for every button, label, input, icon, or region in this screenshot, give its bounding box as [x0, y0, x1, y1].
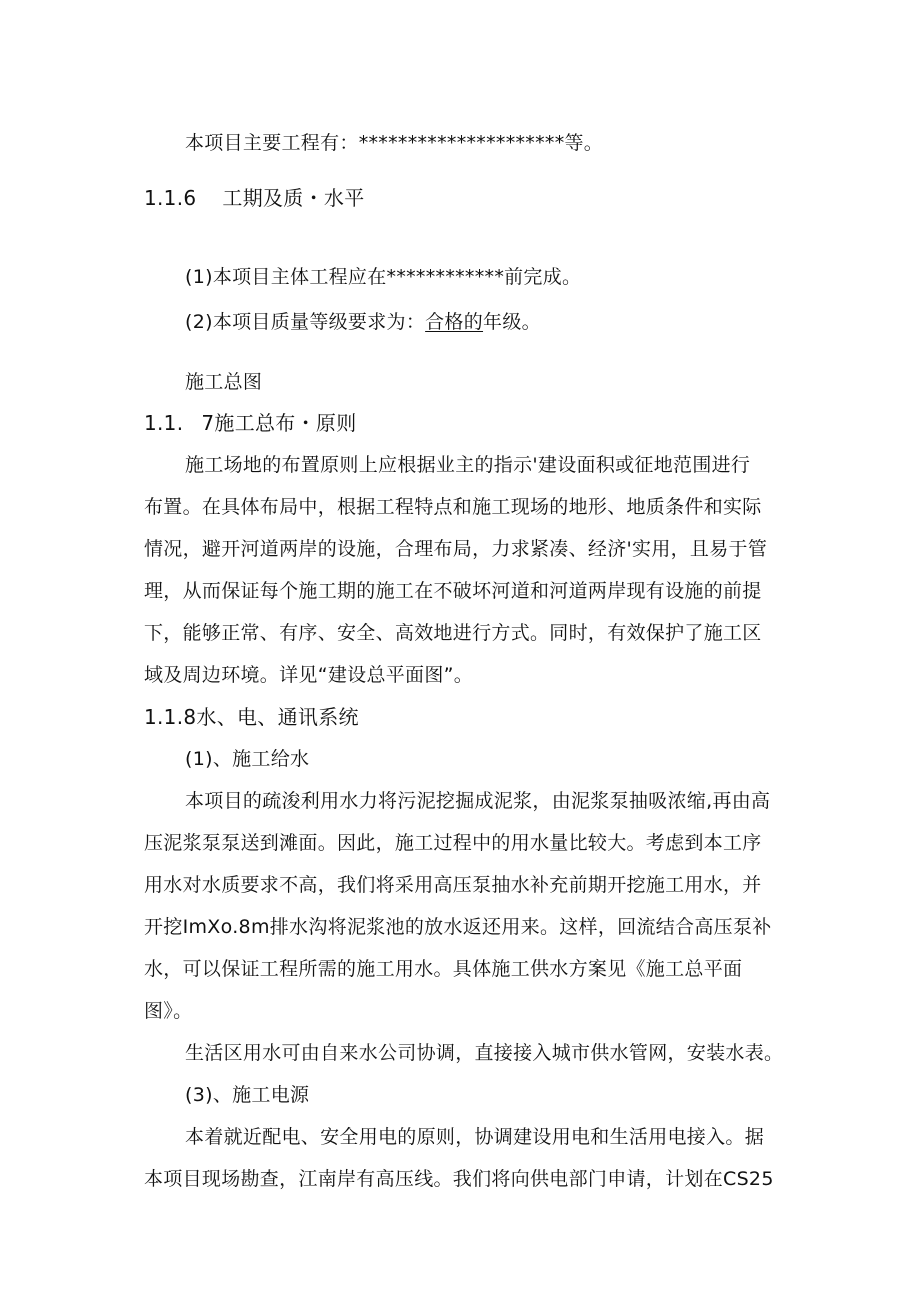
list-item [185, 309, 541, 335]
section-heading-1-1-8: 1.1.8水、电、通讯系统 [144, 705, 359, 729]
paragraph-line: 压泥浆泵泵送到滩面。因此，施工过程中的用水量比较大。考虑到本工序 [144, 832, 762, 854]
pre-title-text: 施工总图 [185, 371, 263, 393]
main-works-text: 本项目主要工程有：*********************等。 [185, 132, 604, 154]
list-item-prefix: (2)本项目质量等级要求为： [185, 311, 426, 333]
paragraph-line: 布置。在具体布局中，根据工程特点和施工现场的地形、地质条件和实际 [144, 496, 762, 518]
paragraph-line: 生活区用水可由自来水公司协调，直接接入城市供水管网，安装水表。 [185, 1042, 784, 1064]
paragraph-line: 水，可以保证工程所需的施工用水。具体施工供水方案见《施工总平面 [144, 958, 743, 980]
section-title: 7施工总布・原则 [201, 411, 357, 435]
paragraph-line: 本项目现场勘查，江南岸有高压线。我们将向供电部门申请，计划在CS25 [144, 1168, 774, 1190]
paragraph-line: 理，从而保证每个施工期的施工在不破坏河道和河道两岸现有设施的前提 [144, 580, 762, 602]
paragraph-line: 本着就近配电、安全用电的原则，协调建设用电和生活用电接入。据 [185, 1126, 765, 1148]
subsection-title: (1)、施工给水 [185, 748, 310, 770]
section-number: 1.1. [144, 411, 184, 435]
paragraph-line: 用水对水质要求不高，我们将采用高压泵抽水补充前期开挖施工用水，并 [144, 874, 762, 896]
paragraph-line: 图》。 [144, 1000, 193, 1022]
paragraph-line: 开挖ImXo.8m排水沟将泥浆池的放水返还用来。这样，回流结合高压泵补 [144, 916, 772, 938]
subsection-title: (3)、施工电源 [185, 1084, 310, 1106]
paragraph-line: 域及周边环境。详见“建设总平面图”。 [144, 664, 474, 686]
paragraph-line: 本项目的疏浚利用水力将污泥挖掘成泥浆，由泥浆泵抽吸浓缩,再由高 [185, 790, 771, 812]
list-item-suffix: 年级。 [483, 311, 541, 333]
section-title: 工期及质・水平 [222, 186, 365, 210]
paragraph-line: 施工场地的布置原则上应根据业主的指示'建设面积或征地范围进行 [185, 454, 751, 476]
section-heading-1-1-7 [144, 410, 357, 436]
paragraph-line: 情况，避开河道两岸的设施，合理布局，力求紧凑、经济'实用，且易于管 [144, 538, 768, 560]
underlined-value: 合格的 [425, 311, 484, 333]
section-number: 1.1.6 [144, 186, 197, 210]
section-heading-1-1-6 [144, 185, 365, 211]
list-item: (1)本项目主体工程应在************前完成。 [185, 266, 582, 288]
paragraph-line: 下，能够正常、有序、安全、高效地进行方式。同时，有效保护了施工区 [144, 622, 762, 644]
